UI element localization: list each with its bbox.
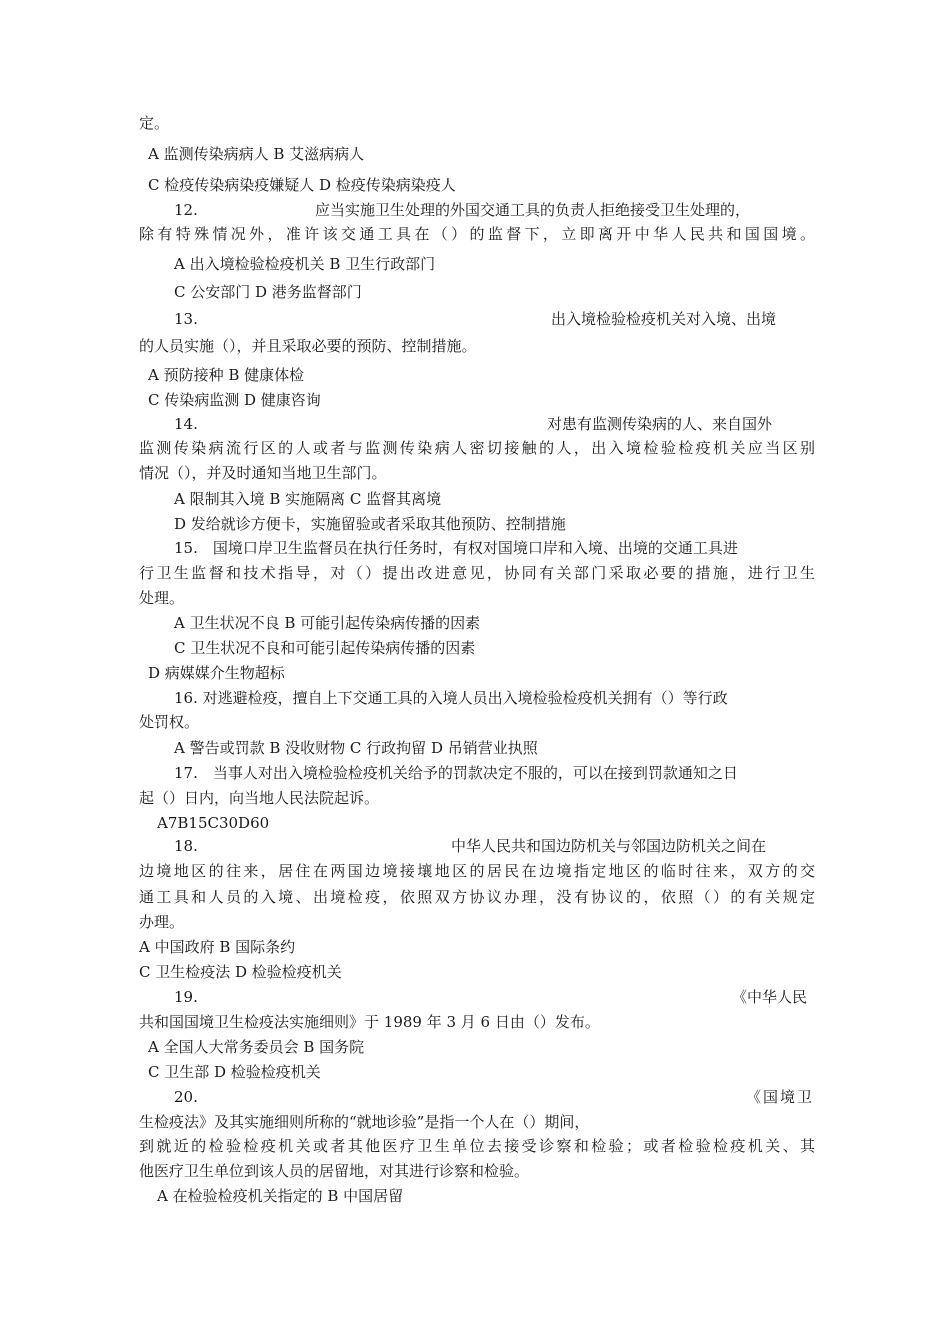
option-line: A 卫生状况不良 B 可能引起传染病传播的因素 bbox=[174, 614, 481, 632]
option-line: A 在检验检疫机关指定的 B 中国居留 bbox=[157, 1187, 404, 1205]
option-line: A 限制其入境 B 实施隔离 C 监督其离境 bbox=[174, 490, 442, 508]
question-text: 监测传染病流行区的人或者与监测传染病人密切接触的人，出入境检验检疫机关应当区别 bbox=[139, 439, 815, 457]
option-line: C 检疫传染病染疫嫌疑人 D 检疫传染病染疫人 bbox=[148, 176, 456, 194]
question-number: 18. bbox=[174, 837, 198, 855]
text-line: 定。 bbox=[139, 114, 170, 132]
question-text: 通工具和人员的入境、出境检疫，依照双方协议办理，没有协议的，依照（）的有关规定 bbox=[139, 888, 815, 906]
question-text: 共和国国境卫生检疫法实施细则》于 1989 年 3 月 6 日由（）发布。 bbox=[139, 1013, 600, 1031]
question-text: 处罚权。 bbox=[139, 713, 200, 731]
question-number: 14. bbox=[174, 415, 198, 433]
option-line: C 卫生部 D 检验检疫机关 bbox=[148, 1063, 321, 1081]
option-line: C 传染病监测 D 健康咨询 bbox=[148, 391, 321, 409]
question-text: 15. 国境口岸卫生监督员在执行任务时，有权对国境口岸和入境、出境的交通工具进 bbox=[174, 539, 738, 557]
question-text: 17. 当事人对出入境检验检疫机关给予的罚款决定不服的，可以在接到罚款通知之日 bbox=[174, 764, 738, 782]
question-text: 起（）日内，向当地人民法院起诉。 bbox=[139, 789, 380, 807]
option-line: D 发给就诊方便卡，实施留验或者采取其他预防、控制措施 bbox=[174, 515, 566, 533]
question-text: 到就近的检验检疫机关或者其他医疗卫生单位去接受诊察和检验；或者检验检疫机关、其 bbox=[139, 1137, 815, 1155]
option-line: C 卫生状况不良和可能引起传染病传播的因素 bbox=[174, 639, 476, 657]
option-line: A 出入境检验检疫机关 B 卫生行政部门 bbox=[174, 255, 436, 273]
question-text: 情况（），并及时通知当地卫生部门。 bbox=[139, 464, 387, 482]
question-number: 13. bbox=[174, 310, 198, 328]
question-text: 对患有监测传染病的人、来自国外 bbox=[547, 415, 773, 433]
question-text: 的人员实施（），并且采取必要的预防、控制措施。 bbox=[139, 337, 477, 355]
option-line: A 警告或罚款 B 没收财物 C 行政拘留 D 吊销营业执照 bbox=[174, 739, 538, 757]
option-line: A 全国人大常务委员会 B 国务院 bbox=[148, 1038, 365, 1056]
question-number: 20. bbox=[174, 1088, 198, 1106]
question-text: 应当实施卫生处理的外国交通工具的负责人拒绝接受卫生处理的， bbox=[315, 201, 751, 219]
question-text: 他医疗卫生单位到该人员的居留地，对其进行诊察和检验。 bbox=[139, 1162, 530, 1180]
question-text: 行卫生监督和技术指导，对（）提出改进意见，协同有关部门采取必要的措施，进行卫生 bbox=[139, 564, 815, 582]
question-text: 生检疫法》及其实施细则所称的“就地诊验”是指一个人在（）期间， bbox=[139, 1113, 590, 1131]
option-line: A7B15C30D60 bbox=[157, 814, 270, 832]
option-line: D 病媒媒介生物超标 bbox=[148, 664, 285, 682]
question-text: 边境地区的往来，居住在两国边境接壤地区的居民在边境指定地区的临时往来，双方的交 bbox=[139, 862, 815, 880]
question-text: 16. 对逃避检疫，擅自上下交通工具的入境人员出入境检验检疫机关拥有（）等行政 bbox=[174, 689, 728, 707]
option-line: C 公安部门 D 港务监督部门 bbox=[174, 283, 362, 301]
question-text: 除有特殊情况外，准许该交通工具在（）的监督下，立即离开中华人民共和国国境。 bbox=[139, 225, 815, 243]
option-line: A 中国政府 B 国际条约 bbox=[139, 938, 296, 956]
question-text: 《中华人民 bbox=[732, 988, 808, 1006]
option-line: C 卫生检疫法 D 检验检疫机关 bbox=[139, 963, 342, 981]
question-number: 19. bbox=[174, 988, 198, 1006]
question-text: 出入境检验检疫机关对入境、出境 bbox=[551, 310, 777, 328]
option-line: A 预防接种 B 健康体检 bbox=[148, 366, 305, 384]
question-text: 处理。 bbox=[139, 589, 185, 607]
question-number: 12. bbox=[174, 201, 198, 219]
question-text: 办理。 bbox=[139, 913, 185, 931]
question-text: 《国境卫 bbox=[746, 1088, 815, 1106]
question-text: 中华人民共和国边防机关与邻国边防机关之间在 bbox=[451, 837, 767, 855]
option-line: A 监测传染病病人 B 艾滋病病人 bbox=[148, 145, 365, 163]
